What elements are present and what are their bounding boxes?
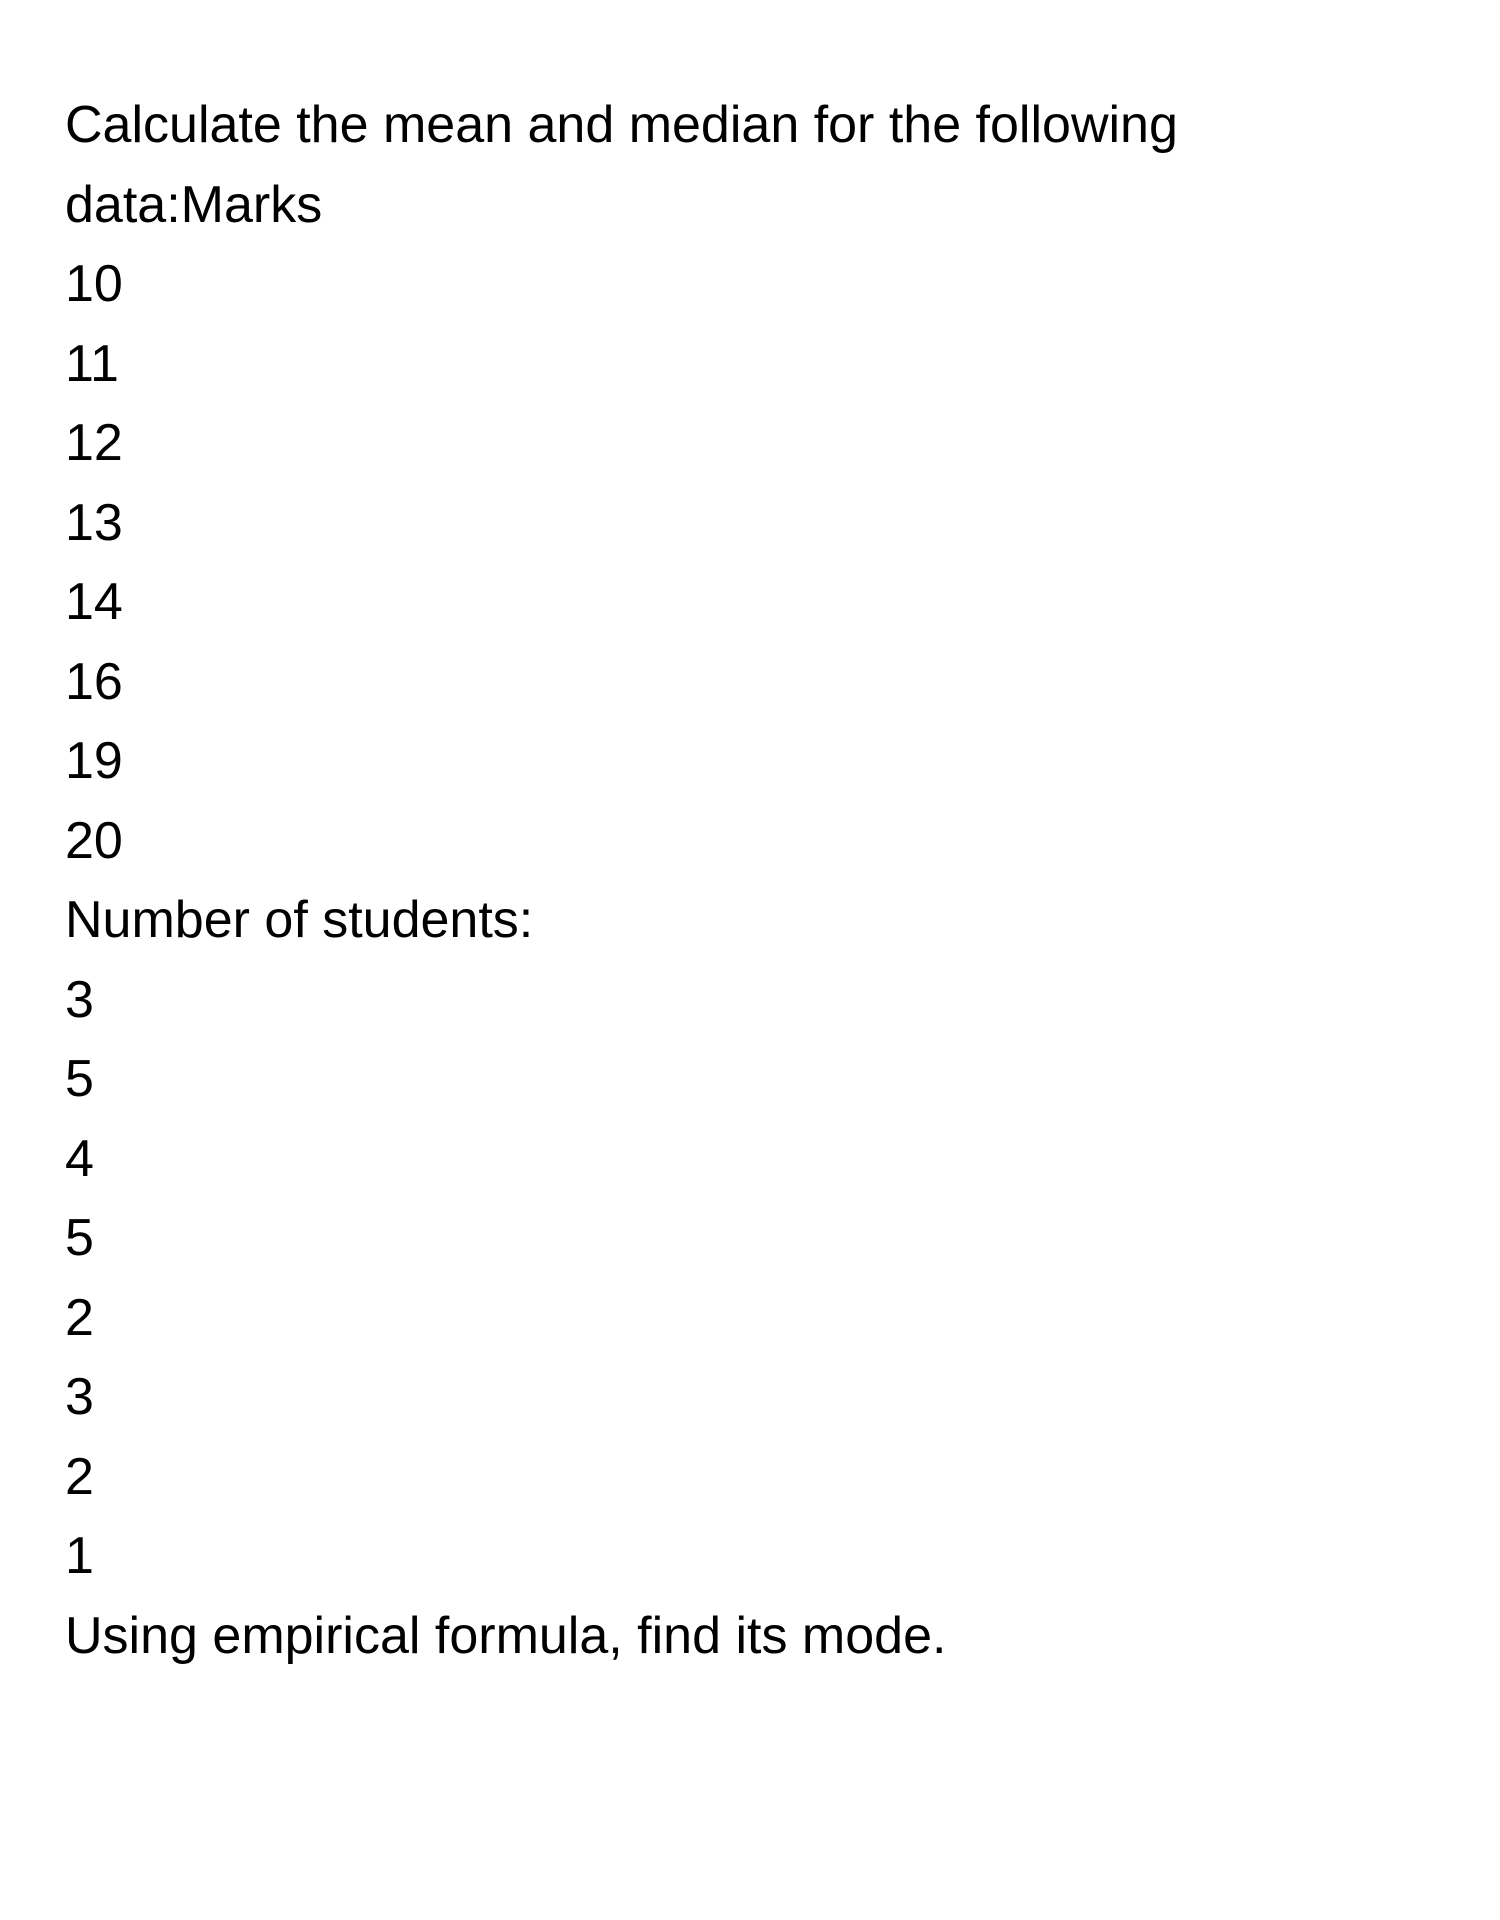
student-count: 4 <box>65 1129 94 1188</box>
marks-list <box>65 245 1465 881</box>
closing-line: Using empirical formula, find its mode. <box>65 1606 947 1665</box>
mark-value: 19 <box>65 732 123 790</box>
student-count: 1 <box>65 1527 94 1585</box>
mark-value: 16 <box>65 652 123 711</box>
students-list <box>65 961 1465 1597</box>
students-label: Number of students: <box>65 891 534 949</box>
mark-value: 10 <box>65 255 123 313</box>
student-count: 3 <box>65 1368 94 1426</box>
student-count: 3 <box>65 970 94 1029</box>
mark-value: 14 <box>65 573 123 631</box>
student-count: 2 <box>65 1447 94 1506</box>
student-count: 2 <box>65 1288 94 1347</box>
mark-value: 13 <box>65 493 123 552</box>
mark-value: 12 <box>65 414 123 472</box>
student-count: 5 <box>65 1050 94 1108</box>
question-text <box>65 86 1465 1676</box>
student-count: 5 <box>65 1209 94 1267</box>
mark-value: 20 <box>65 811 123 870</box>
mark-value: 11 <box>65 334 119 393</box>
intro-line: Calculate the mean and median for the following <box>65 96 1178 154</box>
intro-line: data:Marks <box>65 175 323 234</box>
